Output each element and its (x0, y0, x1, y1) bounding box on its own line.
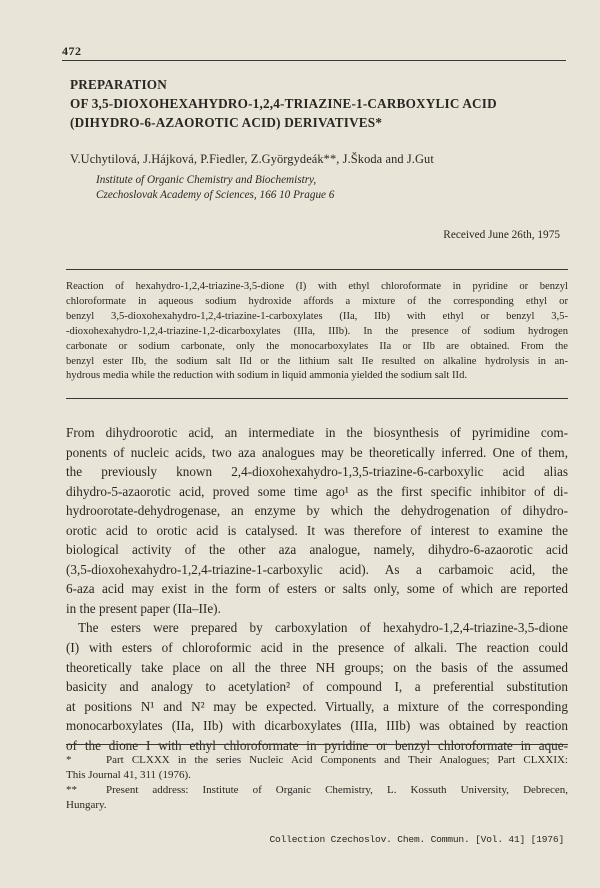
affiliation-line: Czechoslovak Academy of Sciences, 166 10 Prague 6 (96, 189, 335, 201)
title-line: (DIHYDRO-6-AZAOROTIC ACID) DERIVATIVES* (70, 115, 383, 130)
body-line: monocarboxylates (IIa, IIb) with dicarboxylates (IIIa, IIIb) was obtained by reaction (66, 718, 568, 734)
body-line: in the present paper (IIa–IIe). (66, 600, 221, 616)
body-line: The esters were prepared by carboxylation of hexahydro-1,2,4-triazine-3,5-dione (78, 620, 568, 636)
footnote-mark: * (66, 754, 72, 766)
body-text (66, 423, 568, 755)
abstract-bottom-rule (66, 398, 568, 399)
footnote-rule (66, 744, 568, 745)
abstract-line: hydrous media while the reduction with sodium in liquid ammonia yielded the sodium salt IId. (66, 370, 468, 382)
footnote-line (66, 783, 568, 798)
abstract-line: chloroformate in aqueous sodium hydroxide affords a mixture of the corresponding ethyl or (66, 295, 568, 307)
abstract-line: carbonate or sodium carbonate, only the monocarboxylates IIa or IIb are obtained. From the (66, 340, 568, 352)
abstract-top-rule (66, 269, 568, 270)
author-list: V.Uchytilová, J.Hájková, P.Fiedler, Z.Györgydeák**, J.Škoda and J.Gut (70, 152, 434, 166)
affiliation (96, 173, 334, 203)
article-title (70, 75, 550, 132)
abstract-line: benzyl 3,5-dioxohexahydro-1,2,4-triazine-1-carboxylates (IIa, IIb) with ethyl or benzyl 3,5- (66, 310, 568, 322)
journal-footer: Collection Czechoslov. Chem. Commun. [Vol. 41] [1976] (269, 834, 564, 845)
abstract-line: -dioxohexahydro-1,2,4-triazine-1,2-dicarboxylates (IIIa, IIIb). In the presence of sodium hydrogen (66, 325, 568, 337)
title-line: PREPARATION (70, 77, 167, 92)
footnote-text: Present address: Institute of Organic Chemistry, L. Kossuth University, Debrecen, (106, 784, 568, 796)
body-line: 6-aza acid may exist in the form of esters or salts only, some of which are reported (66, 581, 568, 597)
footnote-line: Hungary. (66, 799, 107, 811)
body-line: the previously known 2,4-dioxohexahydro-1,3,5-triazine-6-carboxylic acid alias (66, 464, 568, 480)
footnote-line: This Journal 41, 311 (1976). (66, 769, 191, 781)
body-line: at positions N¹ and N² may be expected. Virtually, a mixture of the corresponding (66, 698, 568, 714)
footnote-mark: ** (66, 784, 77, 796)
header-rule (62, 60, 566, 61)
body-line: biological activity of the other aza analogue, namely, dihydro-6-azaorotic acid (66, 542, 568, 558)
body-line: From dihydroorotic acid, an intermediate in the biosynthesis of pyrimidine com- (66, 425, 568, 440)
body-line: dihydro-5-azaorotic acid, proved some time ago¹ as the first specific inhibitor of di- (66, 483, 568, 499)
body-line: (I) with esters of chloroformic acid in the presence of alkali. The reaction could (66, 640, 568, 656)
body-line: (3,5-dioxohexahydro-1,2,4-triazine-1-carboxylic acid). As a carbamoic acid, the (66, 561, 568, 577)
body-line: of the dione I with ethyl chloroformate in pyridine or benzyl chloroformate in aque- (66, 737, 568, 753)
abstract (66, 280, 568, 384)
received-date: Received June 26th, 1975 (443, 229, 560, 241)
title-line: OF 3,5-DIOXOHEXAHYDRO-1,2,4-TRIAZINE-1-CARBOXYLIC ACID (70, 96, 497, 111)
abstract-line: benzyl ester IIb, the sodium salt IId or the lithium salt IIe resulted on alkaline hydrolysis in an- (66, 355, 568, 367)
affiliation-line: Institute of Organic Chemistry and Biochemistry, (96, 174, 317, 186)
body-line: ponents of nucleic acids, two aza analogues may be theoretically inferred. One of them, (66, 444, 568, 460)
body-line: basicity and analogy to acetylation² of compound I, a preferential substitution (66, 679, 568, 695)
footnote-line (66, 753, 568, 768)
body-line: theoretically take place on all the three NH groups; on the basis of the assumed (66, 659, 568, 675)
body-line: orotic acid to orotic acid is catalysed. It was therefore of interest to examine the (66, 522, 568, 538)
body-line: hydroorotate-dehydrogenase, an enzyme by which the dehydrogenation of dihydro- (66, 503, 568, 519)
footnotes (66, 753, 568, 813)
footnote-text: Part CLXXX in the series Nucleic Acid Components and Their Analogues; Part CLXXIX: (106, 754, 568, 766)
abstract-line: Reaction of hexahydro-1,2,4-triazine-3,5-dione (I) with ethyl chloroformate in pyridine or benzyl (66, 281, 568, 292)
page-number: 472 (62, 44, 82, 58)
